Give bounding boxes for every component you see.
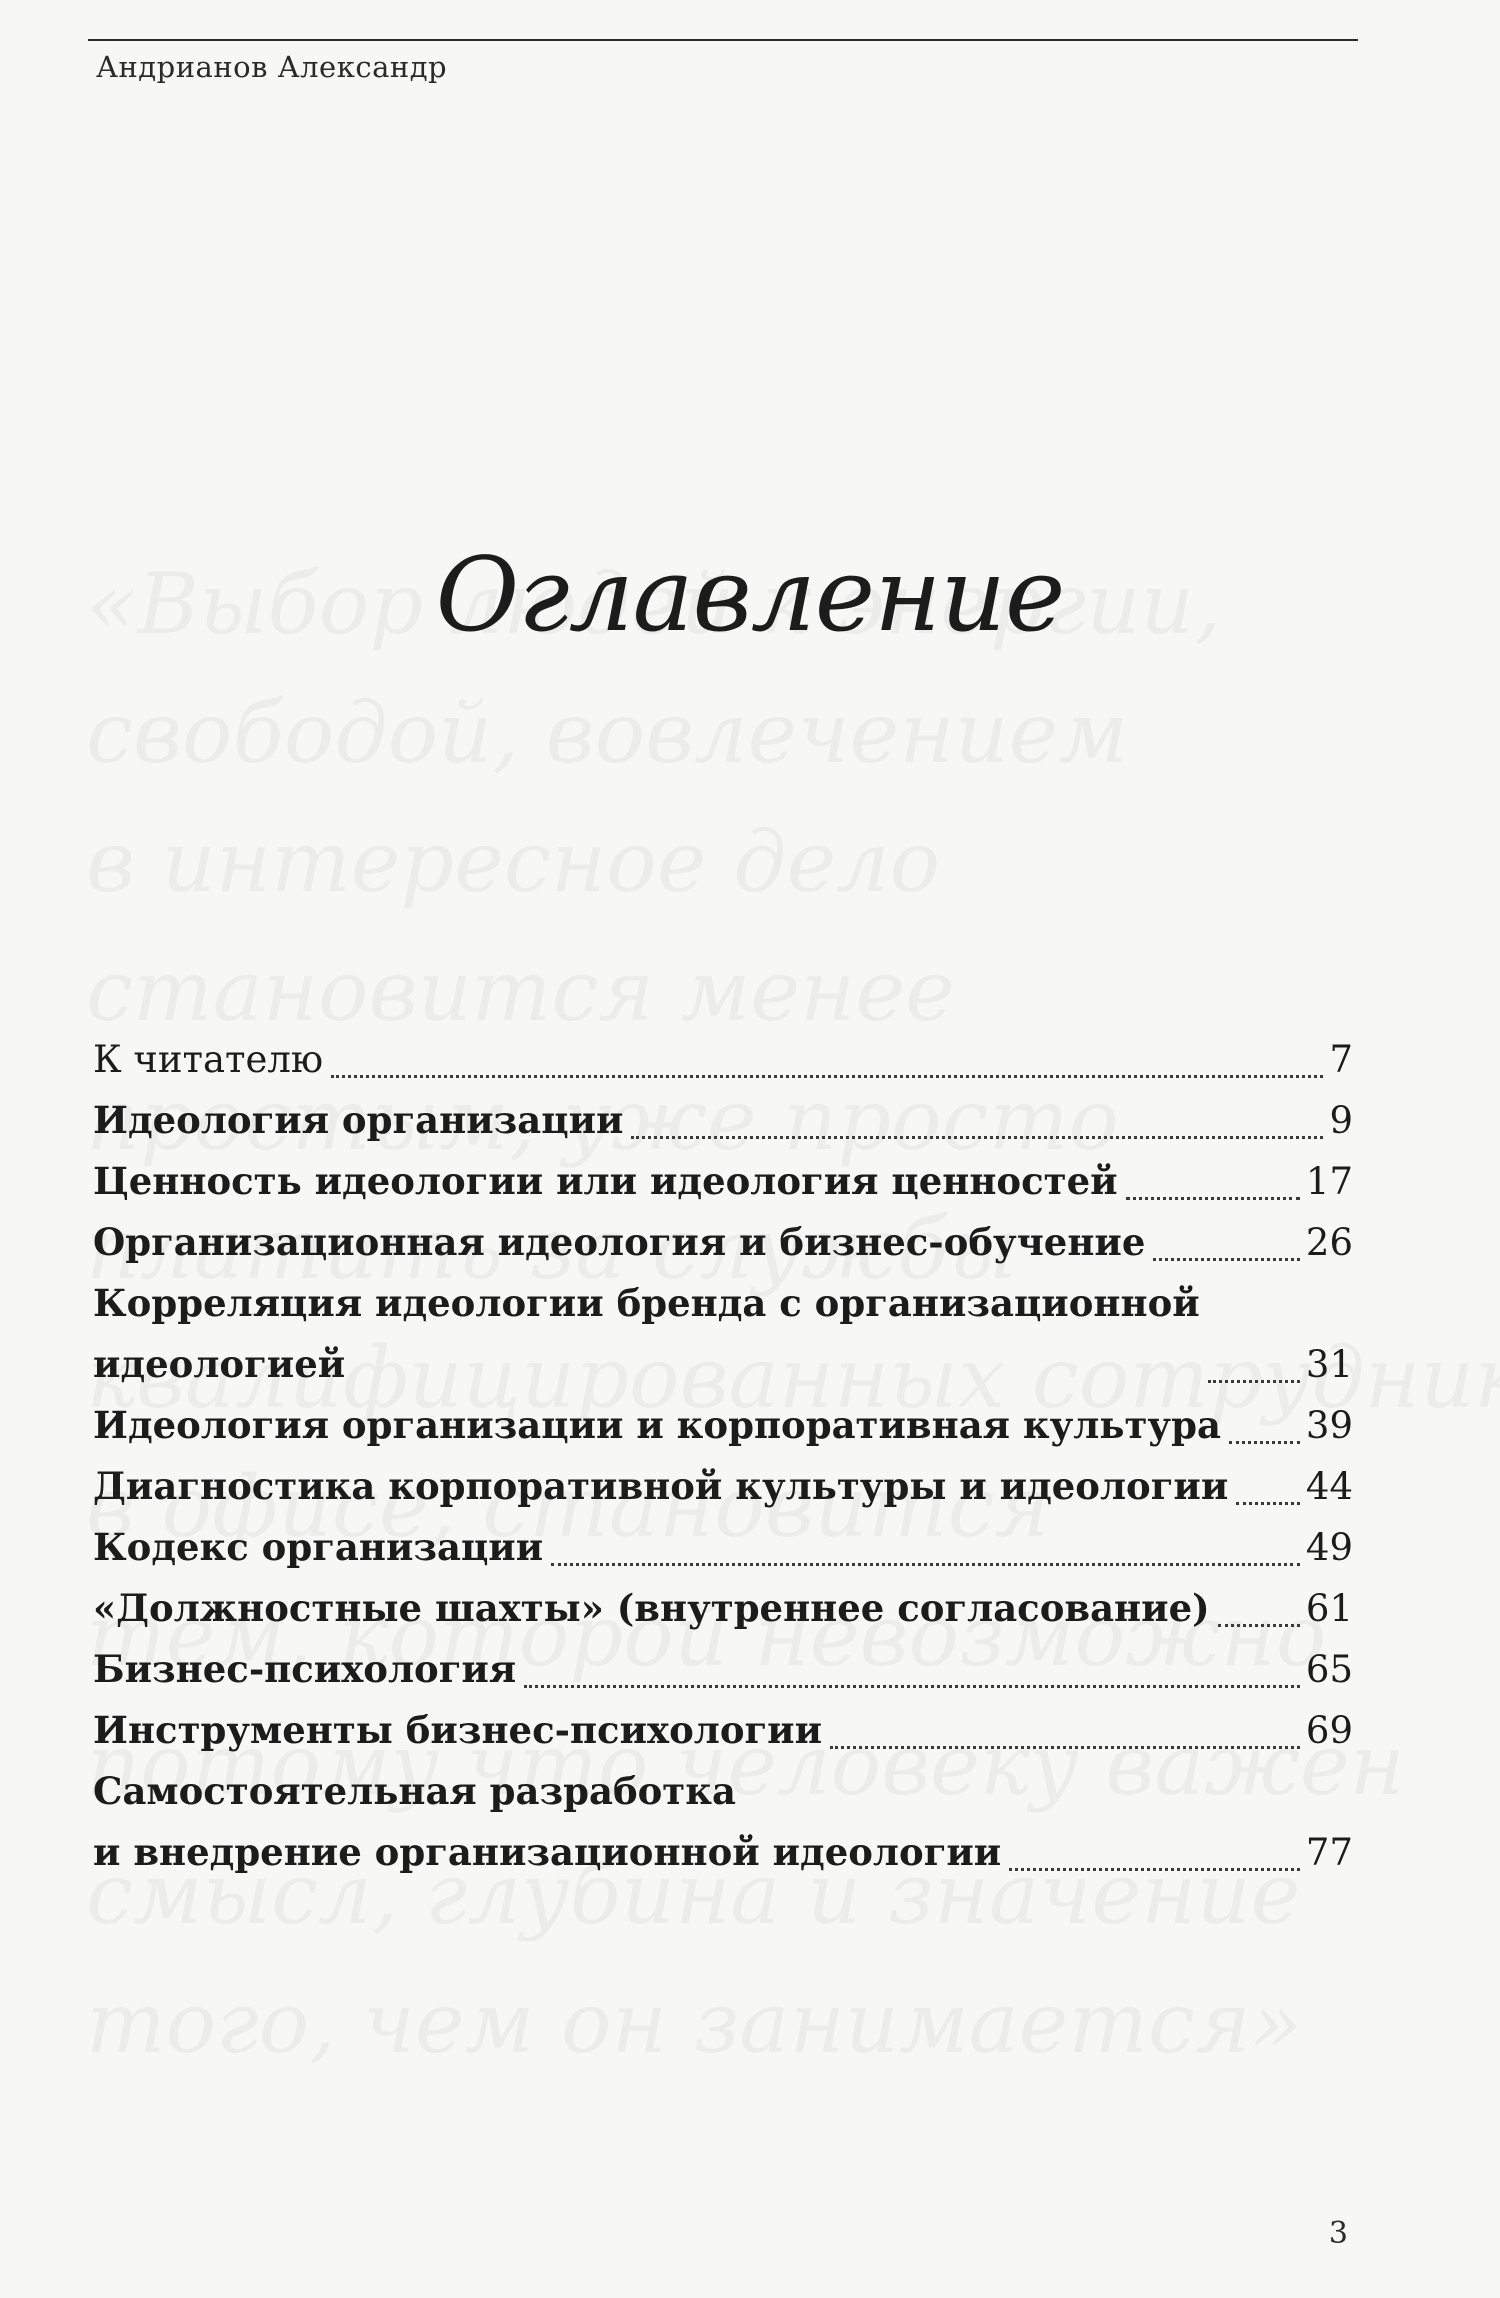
toc-entry-title: Корреляция идеологии бренда с организационной идеологией xyxy=(93,1281,1200,1386)
page-title: Оглавление xyxy=(435,536,1065,655)
toc-entry-page-number: 77 xyxy=(1305,1831,1353,1874)
toc-entry-page-number: 61 xyxy=(1305,1587,1353,1630)
toc-dot-leader xyxy=(1218,1624,1300,1627)
page-number: 3 xyxy=(1328,2216,1348,2251)
toc-entry[interactable] xyxy=(93,1517,1353,1578)
toc-entry-title: Кодекс организации xyxy=(93,1525,544,1569)
toc-entry-page-number: 49 xyxy=(1305,1526,1353,1569)
toc-dot-leader xyxy=(1229,1441,1300,1444)
toc-entry[interactable] xyxy=(93,1700,1353,1761)
toc-entry-page-number: 44 xyxy=(1305,1465,1353,1508)
watermark-line xyxy=(86,1959,1500,2088)
toc-entry[interactable] xyxy=(93,1578,1353,1639)
toc-entry-title: Ценность идеологии или идеология ценностей xyxy=(93,1159,1118,1203)
toc-dot-leader xyxy=(1153,1258,1300,1261)
toc-entry[interactable] xyxy=(93,1151,1353,1212)
toc-entry-title: Диагностика корпоративной культуры и идеологии xyxy=(93,1464,1229,1508)
toc-entry-page-number: 65 xyxy=(1305,1648,1353,1691)
toc-dot-leader xyxy=(1208,1380,1300,1383)
toc-entry-title: Идеология организации и корпоративная культура xyxy=(93,1403,1221,1447)
watermark-line xyxy=(86,798,1500,927)
toc-entry-title: Самостоятельная разработка и внедрение организационной идеологии xyxy=(93,1769,1002,1874)
toc-entry[interactable] xyxy=(93,1639,1353,1700)
toc-entry-title: Бизнес-психология xyxy=(93,1647,517,1691)
toc-entry[interactable] xyxy=(93,1029,1353,1090)
toc-entry[interactable] xyxy=(93,1212,1353,1273)
toc-entry[interactable] xyxy=(93,1090,1353,1151)
toc-entry[interactable] xyxy=(93,1273,1353,1395)
toc-entry-page-number: 26 xyxy=(1305,1221,1353,1264)
toc-entry-title: К читателю xyxy=(93,1038,324,1081)
table-of-contents xyxy=(93,1029,1353,1883)
toc-dot-leader xyxy=(830,1746,1300,1749)
toc-entry-title: Организационная идеология и бизнес-обучение xyxy=(93,1220,1146,1264)
toc-dot-leader xyxy=(524,1685,1300,1688)
toc-dot-leader xyxy=(1009,1868,1300,1871)
toc-dot-leader xyxy=(551,1563,1300,1566)
toc-entry-page-number: 69 xyxy=(1305,1709,1353,1752)
toc-dot-leader xyxy=(1126,1197,1300,1200)
toc-entry-title: Инструменты бизнес-психологии xyxy=(93,1708,823,1752)
toc-entry-page-number: 17 xyxy=(1305,1160,1353,1203)
running-header-author: Андрианов Александр xyxy=(96,50,448,84)
toc-entry-page-number: 9 xyxy=(1329,1099,1353,1142)
toc-entry[interactable] xyxy=(93,1395,1353,1456)
toc-dot-leader xyxy=(1236,1502,1300,1505)
toc-dot-leader xyxy=(331,1075,1323,1078)
toc-entry[interactable] xyxy=(93,1761,1353,1883)
header-rule xyxy=(88,39,1358,41)
toc-entry-title: «Должностные шахты» (внутреннее согласование) xyxy=(93,1586,1210,1630)
toc-entry-page-number: 7 xyxy=(1329,1038,1353,1081)
toc-entry[interactable] xyxy=(93,1456,1353,1517)
watermark-line xyxy=(86,669,1500,798)
toc-entry-title: Идеология организации xyxy=(93,1098,624,1142)
toc-dot-leader xyxy=(631,1136,1323,1139)
toc-entry-page-number: 31 xyxy=(1305,1343,1353,1386)
toc-entry-page-number: 39 xyxy=(1305,1404,1353,1447)
